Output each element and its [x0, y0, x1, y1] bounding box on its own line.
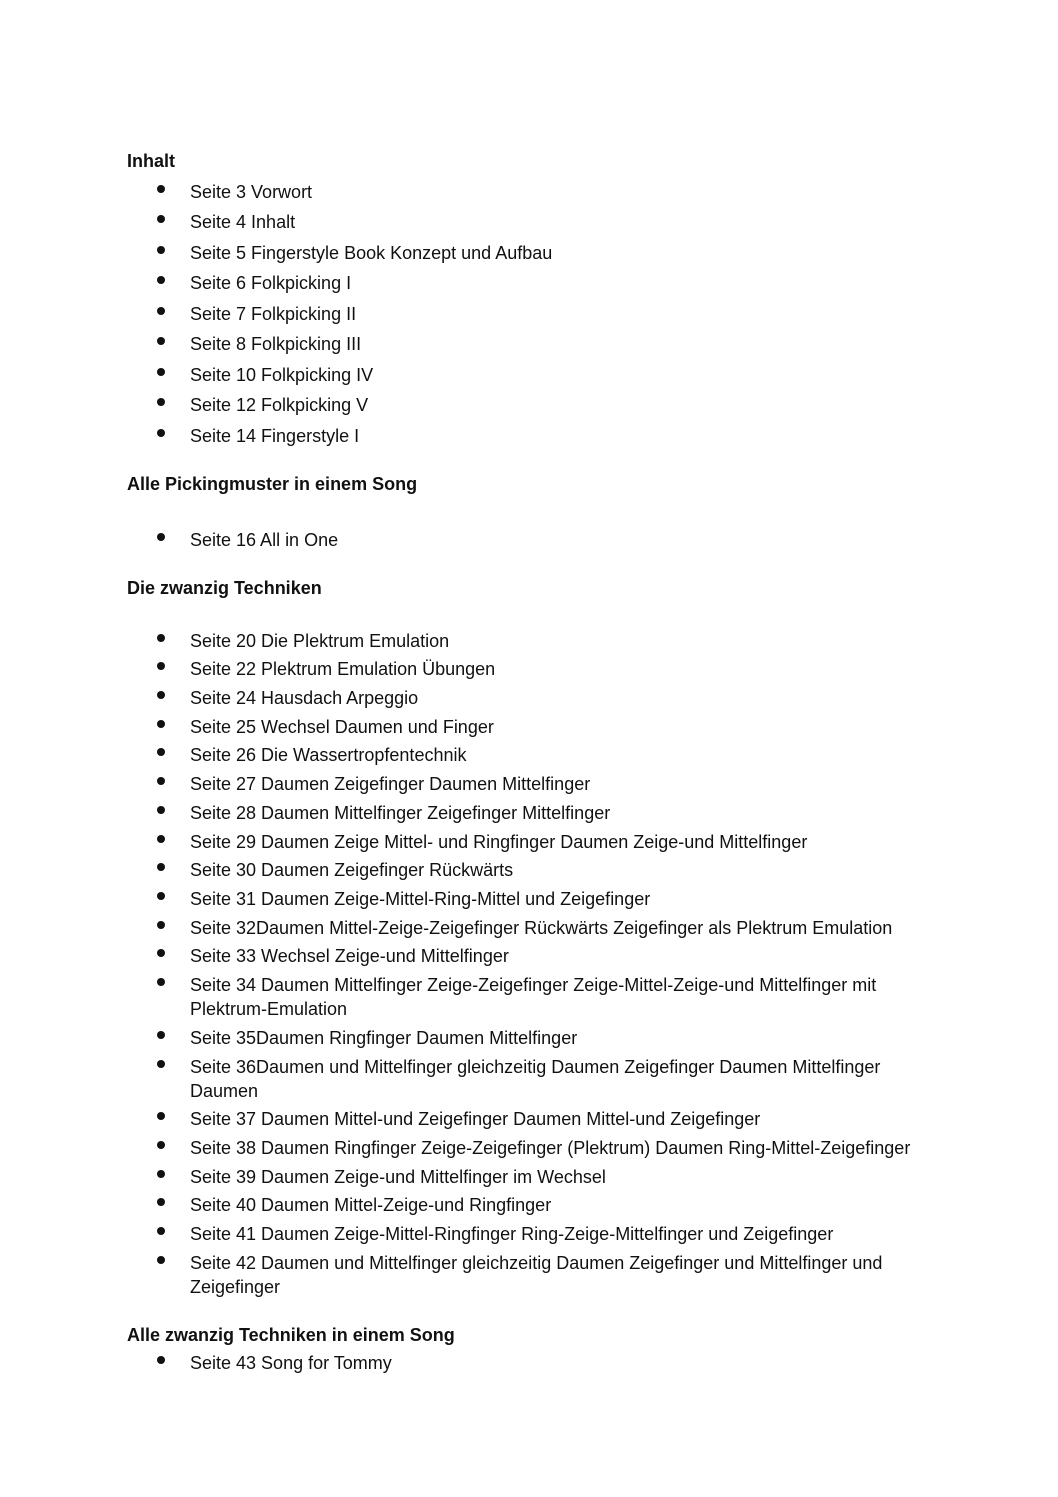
bullet-icon — [157, 863, 165, 871]
bullet-icon — [157, 1112, 165, 1120]
toc-item-text: Seite 25 Wechsel Daumen und Finger — [190, 717, 494, 737]
toc-item-text: Seite 40 Daumen Mittel-Zeige-und Ringfinger — [190, 1195, 552, 1215]
bullet-icon — [157, 429, 165, 437]
bullet-icon — [157, 1170, 165, 1178]
bullet-icon — [157, 634, 165, 642]
toc-item-text: Seite 38 Daumen Ringfinger Zeige-Zeigefinger (Plektrum) Daumen Ring-Mittel-Zeigefinger — [190, 1138, 911, 1158]
toc-item-text: Seite 5 Fingerstyle Book Konzept und Aufbau — [190, 243, 553, 263]
bullet-icon — [157, 978, 165, 986]
section-heading: Die zwanzig Techniken — [127, 578, 322, 598]
toc-item-text: Seite 33 Wechsel Zeige-und Mittelfinger — [190, 946, 509, 966]
bullet-icon — [157, 1198, 165, 1206]
toc-item-text: Seite 6 Folkpicking I — [190, 273, 352, 293]
bullet-icon — [157, 1256, 165, 1264]
toc-item-text: Seite 36Daumen und Mittelfinger gleichzeitig Daumen Zeigefinger Daumen Mittelfinger Daumen — [190, 1057, 881, 1101]
toc-item-text: Seite 41 Daumen Zeige-Mittel-Ringfinger Ring-Zeige-Mittelfinger und Zeigefinger — [190, 1224, 834, 1244]
toc-item-text: Seite 14 Fingerstyle I — [190, 426, 360, 446]
bullet-icon — [157, 835, 165, 843]
bullet-icon — [157, 662, 165, 670]
section-heading: Alle Pickingmuster in einem Song — [127, 474, 418, 494]
toc-item-text: Seite 16 All in One — [190, 530, 339, 550]
toc-item-text: Seite 29 Daumen Zeige Mittel- und Ringfinger Daumen Zeige-und Mittelfinger — [190, 832, 808, 852]
toc-item-text: Seite 37 Daumen Mittel-und Zeigefinger Daumen Mittel-und Zeigefinger — [190, 1109, 761, 1129]
toc-item-text: Seite 8 Folkpicking III — [190, 334, 362, 354]
toc-item-text: Seite 4 Inhalt — [190, 212, 296, 232]
bullet-icon — [157, 398, 165, 406]
bullet-icon — [157, 1031, 165, 1039]
bullet-icon — [157, 185, 165, 193]
section-heading: Alle zwanzig Techniken in einem Song — [127, 1325, 455, 1345]
toc-item-text: Seite 28 Daumen Mittelfinger Zeigefinger Mittelfinger — [190, 803, 611, 823]
toc-item-text: Seite 7 Folkpicking II — [190, 304, 357, 324]
toc-item-text: Seite 3 Vorwort — [190, 182, 313, 202]
toc-item-text: Seite 34 Daumen Mittelfinger Zeige-Zeigefinger Zeige-Mittel-Zeige-und Mittelfinger mit Plektrum-Emulation — [190, 975, 877, 1019]
toc-item-text: Seite 12 Folkpicking V — [190, 395, 369, 415]
bullet-icon — [157, 1356, 165, 1364]
bullet-icon — [157, 1060, 165, 1068]
bullet-icon — [157, 307, 165, 315]
toc-item-text: Seite 30 Daumen Zeigefinger Rückwärts — [190, 860, 514, 880]
toc-item-text: Seite 27 Daumen Zeigefinger Daumen Mittelfinger — [190, 774, 591, 794]
bullet-icon — [157, 777, 165, 785]
toc-item-text: Seite 22 Plektrum Emulation Übungen — [190, 659, 496, 679]
bullet-icon — [157, 337, 165, 345]
toc-item-text: Seite 35Daumen Ringfinger Daumen Mittelfinger — [190, 1028, 578, 1048]
toc-item-text: Seite 31 Daumen Zeige-Mittel-Ring-Mittel und Zeigefinger — [190, 889, 651, 909]
toc-item-text: Seite 32Daumen Mittel-Zeige-Zeigefinger Rückwärts Zeigefinger als Plektrum Emulation — [190, 918, 893, 938]
bullet-icon — [157, 215, 165, 223]
toc-item-text: Seite 10 Folkpicking IV — [190, 365, 374, 385]
bullet-icon — [157, 691, 165, 699]
toc-item-text: Seite 24 Hausdach Arpeggio — [190, 688, 419, 708]
toc-item-text: Seite 43 Song for Tommy — [190, 1353, 392, 1373]
bullet-icon — [157, 246, 165, 254]
bullet-icon — [157, 533, 165, 541]
bullet-icon — [157, 368, 165, 376]
toc-item-text: Seite 20 Die Plektrum Emulation — [190, 631, 450, 651]
bullet-icon — [157, 1227, 165, 1235]
bullet-icon — [157, 806, 165, 814]
bullet-icon — [157, 276, 165, 284]
bullet-icon — [157, 949, 165, 957]
toc-item-text: Seite 39 Daumen Zeige-und Mittelfinger im Wechsel — [190, 1167, 606, 1187]
toc-item-text: Seite 26 Die Wassertropfentechnik — [190, 745, 467, 765]
bullet-icon — [157, 1141, 165, 1149]
toc-item-text: Seite 42 Daumen und Mittelfinger gleichzeitig Daumen Zeigefinger und Mittelfinger und Zeigefinger — [190, 1253, 883, 1297]
bullet-icon — [157, 720, 165, 728]
bullet-icon — [157, 892, 165, 900]
section-heading: Inhalt — [127, 151, 175, 171]
bullet-icon — [157, 921, 165, 929]
bullet-icon — [157, 748, 165, 756]
